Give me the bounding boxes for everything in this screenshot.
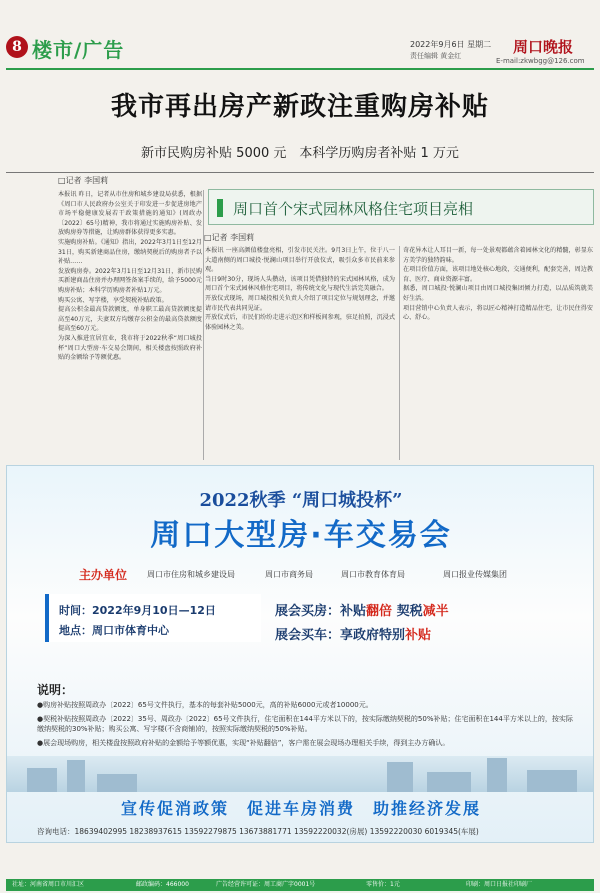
car-offer-label: 展会买车：: [275, 628, 341, 643]
column-divider: [399, 246, 400, 460]
hotline: 咨询电话：18639402995 18238937615 13592279875 13673881771 13592220032(房展) 13592220030 6019345(车展): [37, 827, 479, 836]
article2-title: 周口首个宋式园林风格住宅项目亮相: [233, 200, 474, 218]
house-offer-label: 展会买房：: [275, 604, 341, 619]
footer-bar: [6, 879, 594, 891]
article1-body: [58, 190, 202, 363]
event-time: 时间：2022年9月10日—12日: [59, 604, 216, 617]
footer-item: 广告经营许可证：周工商广字0001号: [216, 881, 316, 888]
title-accent-bar: [217, 199, 223, 217]
expo-advertisement: [6, 465, 594, 843]
time-venue-box: [45, 594, 261, 642]
note-item: ●契税补贴按照周政办〔2022〕35号、周政办〔2022〕65号文件执行，住宅面积在144平方米以下的，按实际缴纳契税的50%补贴；住宅面积在144平方米以上的，按实际缴纳契税的30%补贴；购买公寓、写字楼(不含商铺)的，按照实际缴纳契税的50%补贴。: [37, 715, 573, 733]
article2-body-col-a: [205, 246, 395, 332]
house-offer-highlight: 翻倍: [366, 604, 393, 619]
footer-item: 社址：河南省周口市川汇区: [12, 881, 85, 888]
paragraph: 实施购房补贴。《通知》指出，2022年3月1日至12月31日，购买新建商品住房，缴纳契税后的购房者予以补贴……: [58, 238, 202, 266]
building-shape: [27, 768, 57, 792]
ad-main-title: 周口大型房·车交易会: [150, 518, 452, 553]
note-item: ●展会现场购房，相关楼盘按照政府补贴的金额给予等额优惠，实现“补贴翻倍”，客户需在展会现场办理相关手续，得到主办方确认。: [37, 739, 450, 747]
section-title: 楼市/广告: [32, 38, 125, 62]
note-item: ●购房补贴按照周政办〔2022〕65号文件执行，基本的每套补贴5000元，高的补贴6000元或者10000元。: [37, 701, 373, 709]
paragraph: 奇花异木让人耳目一新，每一处景观都蕴含着园林文化的精髓，彰显东方美学的独特韵味。: [403, 247, 593, 264]
paragraph: 开放仪式后，市民们纷纷走进示范区和样板间参观，驻足拍照，沉浸式体验园林之美。: [205, 314, 395, 331]
paragraph: 本报讯 一座高颜值楼盘亮相，引发市民关注。9月3日上午，位于八一大道南侧的周口城投·悦澜山项目举行开放仪式，吸引众多市民前来参观。: [205, 247, 395, 274]
organizer-label: 主办单位: [79, 568, 128, 582]
paragraph: 购买公寓、写字楼，享受契税补贴政策。: [58, 296, 168, 304]
building-shape: [427, 772, 471, 792]
organizer: 周口市教育体育局: [341, 570, 405, 579]
building-shape: [97, 774, 137, 792]
footer-item: 零售价：1元: [366, 881, 400, 888]
city-skyline-image: [7, 756, 593, 792]
building-shape: [67, 760, 85, 792]
header-rule: [6, 68, 594, 70]
article2-body-col-b: [403, 246, 593, 323]
footer-item: 邮政编码：466000: [136, 881, 189, 888]
paragraph: 发放购房券。2022年3月1日至12月31日，新市民购买新建商品住房并办理网签备案手续的，给予5000元购房补贴；本科学历购房者补贴1万元。: [58, 267, 202, 294]
house-offer-highlight: 减半: [422, 604, 449, 619]
sub-headline: 新市民购房补贴 5000 元 本科学历购房者补贴 1 万元: [141, 146, 459, 161]
email: E-mail:zkwbgg@126.com: [496, 57, 585, 65]
event-venue: 地点：周口市体育中心: [59, 624, 169, 637]
ad-slogan: 宣传促消政策 促进车房消费 助推经济发展: [120, 799, 481, 818]
article1-byline: □记者 李国莉: [58, 176, 109, 185]
editor-credit: 责任编辑 黄金红: [410, 52, 462, 60]
paragraph: 项目营销中心负责人表示，将以匠心精神打造精品住宅，让市民住得安心、舒心。: [403, 304, 593, 322]
building-shape: [387, 762, 413, 792]
house-offer-text: 契税: [396, 604, 423, 619]
ad-title: 2022秋季 “周口城投杯”: [199, 490, 403, 511]
organizer: 周口报业传媒集团: [443, 570, 507, 579]
organizer: 周口市商务局: [265, 570, 313, 579]
main-headline: 我市再出房产新政注重购房补贴: [110, 92, 489, 122]
headline-rule: [6, 172, 594, 173]
paragraph: 在项目价值方面，该项目地处核心地段，交通便利，配套完善，周边教育、医疗、商业资源丰富。: [403, 266, 593, 283]
newspaper-logo: 周口晚报: [513, 38, 574, 56]
car-offer-highlight: 补贴: [405, 628, 432, 643]
issue-date: 2022年9月6日 星期二: [410, 40, 492, 49]
column-divider: [203, 190, 204, 460]
building-shape: [527, 770, 577, 792]
footer-item: 印刷：周口日报社印刷厂: [466, 881, 533, 888]
house-offer-text: 补贴: [340, 604, 367, 619]
article2-byline: □记者 李国莉: [204, 233, 255, 242]
car-offer-text: 享政府特别: [340, 628, 406, 643]
paragraph: 开放仪式现场，周口城投相关负责人介绍了项目定位与规划理念，并邀请市民代表共同见证。: [205, 294, 395, 312]
car-offer: [275, 624, 431, 643]
paragraph: 为深入推进宜居宜业，我市将于2022秋季“周口城投杯”周口大型房·车交易会期间，相关楼盘按照政府补贴的金额给予等额优惠。: [58, 334, 202, 362]
article2-title-box: [208, 189, 594, 225]
page-number: 8: [6, 36, 28, 58]
paragraph: 提高公积金最高贷款额度，单身职工最高贷款额度提高至40万元，夫妻双方均缴存公积金的最高贷款额度提高至60万元。: [58, 306, 202, 333]
paragraph: 据悉，周口城投·悦澜山项目由周口城投集团倾力打造，以品质筑就美好生活。: [403, 285, 593, 302]
notes-title: 说明：: [37, 683, 74, 697]
paragraph: 当日9时30分，现场人头攒动，该项目凭借独特的宋式园林风格，成为周口首个宋式园林风格住宅项目，将传统文化与现代生活完美融合。: [205, 275, 395, 293]
building-shape: [487, 758, 507, 792]
house-offer: [275, 600, 449, 619]
organizer: 周口市住房和城乡建设局: [147, 570, 235, 579]
paragraph: 本报讯 昨日，记者从市住房和城乡建设局获悉，根据《周口市人民政府办公室关于印发进一步促进房地产市场平稳健康发展若干政策措施的通知》(周政办〔2022〕65号)精神，我市将通过实施购房补贴、发放购房券等措施，让购房群体获得更多实惠。: [58, 191, 202, 237]
